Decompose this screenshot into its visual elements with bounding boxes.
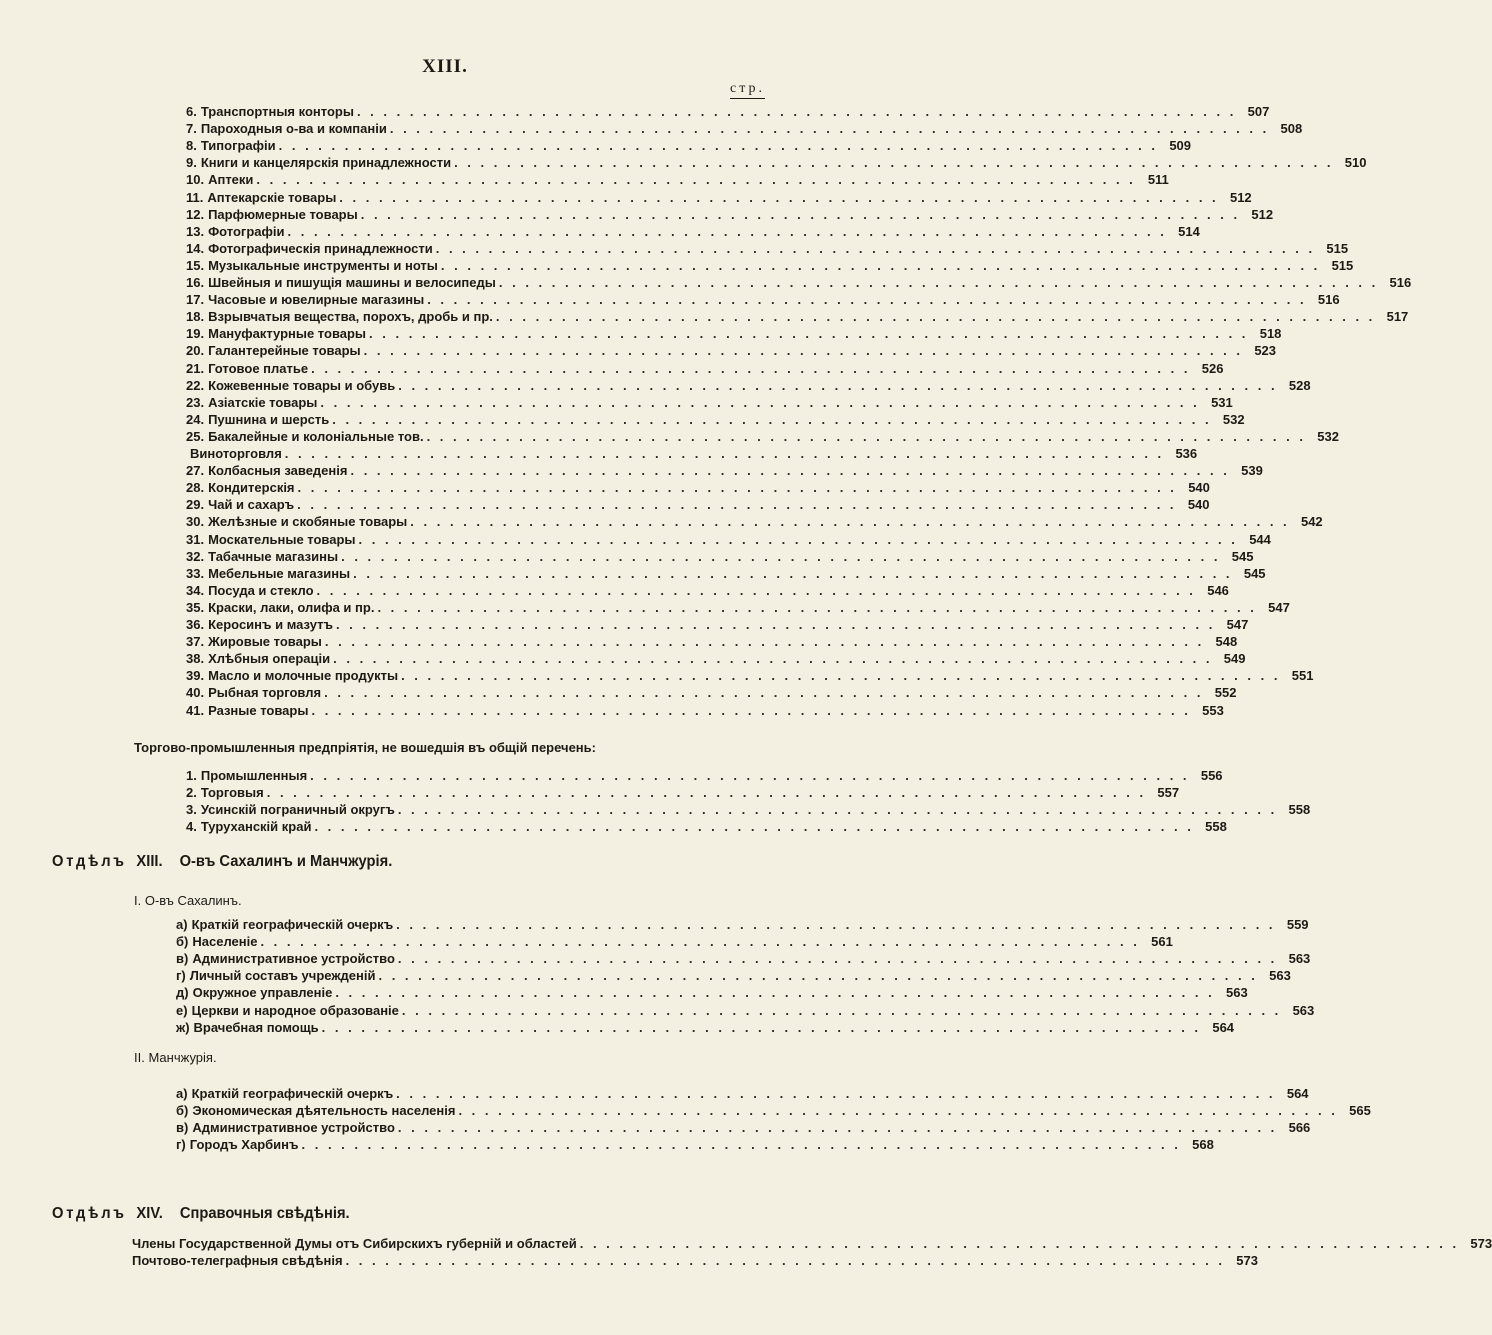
toc-entry-number: 4. bbox=[186, 819, 197, 835]
toc-entry-label: Типографіи bbox=[200, 138, 276, 154]
dot-leader: . . . . . . . . . . . . . . . . . . . . . . . . . . . . . . . . . . . . . . . . . . . . . . . . . . . . . . . . . . . . . . . . . . . bbox=[333, 651, 1213, 667]
toc-entry-page: 532 bbox=[1222, 411, 1245, 427]
toc-entry-page: 540 bbox=[1188, 480, 1210, 496]
toc-entry-number: 27. bbox=[186, 463, 205, 479]
toc-entry-label: Готовое платье bbox=[208, 360, 309, 376]
dot-leader: . . . . . . . . . . . . . . . . . . . . . . . . . . . . . . . . . . . . . . . . . . . . . . . . . . . . . . . . . . . . . . . . . . . bbox=[310, 768, 1190, 783]
toc-entry bbox=[186, 155, 1367, 171]
toc-entry-page: 563 bbox=[1288, 951, 1311, 967]
toc-entry bbox=[186, 802, 1311, 818]
dot-leader: . . . . . . . . . . . . . . . . . . . . . . . . . . . . . . . . . . . . . . . . . . . . . . . . . . . . . . . . . . . . . . . . . . . bbox=[398, 377, 1278, 393]
dot-leader: . . . . . . . . . . . . . . . . . . . . . . . . . . . . . . . . . . . . . . . . . . . . . . . . . . . . . . . . . . . . . . . . . . . bbox=[440, 257, 1321, 273]
toc-entry-label: Посуда и стекло bbox=[208, 582, 314, 598]
toc-entry-number: 19. bbox=[186, 326, 205, 342]
toc-entry-label: Табачные магазины bbox=[208, 548, 339, 564]
dot-leader: . . . . . . . . . . . . . . . . . . . . . . . . . . . . . . . . . . . . . . . . . . . . . . . . . . . . . . . . . . . . . . . . . . . bbox=[397, 802, 1278, 818]
toc-entry bbox=[186, 377, 1311, 394]
toc-entry bbox=[186, 275, 1412, 291]
toc-entry bbox=[186, 257, 1354, 274]
toc-entry-label: Члены Государственной Думы отъ Сибирскихъ губерній и областей bbox=[132, 1236, 577, 1251]
page-number: XIII. bbox=[422, 56, 468, 77]
toc-entry-page: 526 bbox=[1201, 360, 1224, 376]
not-included-heading: Торгово-промышленныя предпріятія, не вошедшія въ общій перечень: bbox=[134, 740, 596, 755]
toc-entry bbox=[186, 634, 1238, 650]
toc-entry-number: 18. bbox=[186, 309, 205, 325]
dot-leader: . . . . . . . . . . . . . . . . . . . . . . . . . . . . . . . . . . . . . . . . . . . . . . . . . . . . . . . . . . . . . . . . . . . bbox=[321, 1019, 1202, 1035]
toc-entry-label: Усинскій пограничный округъ bbox=[200, 802, 395, 818]
toc-entry-label: Аптекарскіе товары bbox=[207, 189, 337, 205]
toc-entry bbox=[186, 565, 1266, 582]
dot-leader: . . . . . . . . . . . . . . . . . . . . . . . . . . . . . . . . . . . . . . . . . . . . . . . . . . . . . . . . . . . . . . . . . . . bbox=[335, 617, 1216, 632]
toc-entry-number: 31. bbox=[186, 531, 205, 547]
toc-entry-label: Личный составъ учрежденій bbox=[189, 968, 376, 984]
toc-entry-label: Церкви и народное образованіе bbox=[191, 1002, 399, 1018]
toc-entry bbox=[186, 685, 1237, 701]
toc-entry bbox=[186, 819, 1227, 835]
dept-14-roman: XIV. bbox=[136, 1205, 163, 1222]
toc-entry bbox=[186, 240, 1349, 257]
dept-14-word: Отдѣлъ bbox=[52, 1205, 127, 1222]
dept-13-word: Отдѣлъ bbox=[52, 853, 127, 870]
toc-entry-page: 536 bbox=[1175, 446, 1198, 461]
dot-leader: . . . . . . . . . . . . . . . . . . . . . . . . . . . . . . . . . . . . . . . . . . . . . . . . . . . . . . . . . . . . . . . . . . . bbox=[256, 172, 1136, 188]
toc-entry-number: г) bbox=[176, 968, 186, 984]
toc-entry-number: 7. bbox=[186, 121, 197, 137]
dot-leader: . . . . . . . . . . . . . . . . . . . . . . . . . . . . . . . . . . . . . . . . . . . . . . . . . . . . . . . . . . . . . . . . . . . bbox=[297, 480, 1177, 496]
dept-14-title: Справочныя свѣдѣнія. bbox=[179, 1205, 350, 1222]
toc-entry-number: 16. bbox=[186, 275, 205, 290]
toc-entry-label: Окружное управленіе bbox=[192, 985, 333, 1001]
toc-entry bbox=[186, 326, 1282, 342]
dot-leader: . . . . . . . . . . . . . . . . . . . . . . . . . . . . . . . . . . . . . . . . . . . . . . . . . . . . . . . . . . . . . . . . . . . bbox=[297, 497, 1177, 513]
toc-entry-page: 511 bbox=[1147, 172, 1169, 188]
toc-entry bbox=[186, 189, 1252, 206]
dot-leader: . . . . . . . . . . . . . . . . . . . . . . . . . . . . . . . . . . . . . . . . . . . . . . . . . . . . . . . . . . . . . . . . . . . bbox=[396, 1086, 1276, 1101]
toc-entry-label: Населеніе bbox=[192, 934, 258, 950]
dot-leader: . . . . . . . . . . . . . . . . . . . . . . . . . . . . . . . . . . . . . . . . . . . . . . . . . . . . . . . . . . . . . . . . . . . bbox=[410, 514, 1290, 530]
toc-entry-label: Промышленныя bbox=[200, 768, 308, 783]
toc-entry-number: 34. bbox=[186, 582, 205, 598]
page-column-header: стр. bbox=[730, 81, 765, 99]
toc-entry-label: Транспортныя конторы bbox=[200, 104, 354, 119]
toc-entry bbox=[132, 1236, 1492, 1252]
dot-leader: . . . . . . . . . . . . . . . . . . . . . . . . . . . . . . . . . . . . . . . . . . . . . . . . . . . . . . . . . . . . . . . . . . . bbox=[301, 1137, 1181, 1153]
toc-entry-number: 30. bbox=[186, 514, 205, 530]
toc-entry-number: г) bbox=[176, 1137, 186, 1153]
toc-entry bbox=[186, 497, 1210, 513]
toc-entry-number: 8. bbox=[186, 138, 197, 154]
toc-entry bbox=[186, 138, 1192, 154]
dot-leader: . . . . . . . . . . . . . . . . . . . . . . . . . . . . . . . . . . . . . . . . . . . . . . . . . . . . . . . . . . . . . . . . . . . bbox=[353, 565, 1233, 581]
toc-entry-number: е) bbox=[176, 1002, 188, 1018]
toc-entry-number: а) bbox=[176, 917, 188, 932]
toc-entry-number: 6. bbox=[186, 104, 197, 119]
toc-entry-label: Торговыя bbox=[200, 785, 264, 801]
toc-entry-page: 556 bbox=[1200, 768, 1223, 783]
dot-leader: . . . . . . . . . . . . . . . . . . . . . . . . . . . . . . . . . . . . . . . . . . . . . . . . . . . . . . . . . . . . . . . . . . . bbox=[324, 685, 1204, 701]
dot-leader: . . . . . . . . . . . . . . . . . . . . . . . . . . . . . . . . . . . . . . . . . . . . . . . . . . . . . . . . . . . . . . . . . . . bbox=[495, 309, 1376, 325]
dot-leader: . . . . . . . . . . . . . . . . . . . . . . . . . . . . . . . . . . . . . . . . . . . . . . . . . . . . . . . . . . . . . . . . . . . bbox=[278, 138, 1159, 154]
toc-entry-label: Городъ Харбинъ bbox=[189, 1137, 299, 1153]
toc-entry-page: 559 bbox=[1286, 917, 1309, 932]
toc-entry bbox=[186, 343, 1277, 359]
toc-entry bbox=[176, 1120, 1311, 1136]
toc-entry-number: в) bbox=[176, 951, 189, 967]
toc-entry bbox=[186, 121, 1303, 137]
dot-leader: . . . . . . . . . . . . . . . . . . . . . . . . . . . . . . . . . . . . . . . . . . . . . . . . . . . . . . . . . . . . . . . . . . . bbox=[339, 189, 1219, 205]
toc-entry-page: 573 bbox=[1236, 1253, 1258, 1269]
toc-entry bbox=[186, 668, 1314, 684]
toc-entry-number: 36. bbox=[186, 617, 205, 632]
dot-leader: . . . . . . . . . . . . . . . . . . . . . . . . . . . . . . . . . . . . . . . . . . . . . . . . . . . . . . . . . . . . . . . . . . . bbox=[396, 917, 1276, 932]
toc-entry bbox=[176, 985, 1248, 1001]
toc-entry-number: ж) bbox=[176, 1019, 190, 1035]
toc-entry-label: Кожевенные товары и обувь bbox=[208, 377, 396, 393]
dot-leader: . . . . . . . . . . . . . . . . . . . . . . . . . . . . . . . . . . . . . . . . . . . . . . . . . . . . . . . . . . . . . . . . . . . bbox=[389, 121, 1270, 137]
toc-entry-number: 39. bbox=[186, 668, 205, 684]
toc-entry-page: 553 bbox=[1202, 702, 1224, 718]
toc-entry-number: 40. bbox=[186, 685, 205, 701]
toc-entry-label: Книги и канцелярскія принадлежности bbox=[200, 155, 452, 171]
toc-entry-page: 518 bbox=[1259, 326, 1282, 342]
toc-entry-page: 566 bbox=[1288, 1120, 1311, 1136]
toc-entry-page: 548 bbox=[1215, 634, 1238, 650]
toc-entry-page: 564 bbox=[1212, 1019, 1235, 1035]
dot-leader: . . . . . . . . . . . . . . . . . . . . . . . . . . . . . . . . . . . . . . . . . . . . . . . . . . . . . . . . . . . . . . . . . . . bbox=[401, 1002, 1282, 1018]
dot-leader: . . . . . . . . . . . . . . . . . . . . . . . . . . . . . . . . . . . . . . . . . . . . . . . . . . . . . . . . . . . . . . . . . . . bbox=[335, 985, 1215, 1001]
toc-entry bbox=[186, 446, 1198, 462]
dot-leader: . . . . . . . . . . . . . . . . . . . . . . . . . . . . . . . . . . . . . . . . . . . . . . . . . . . . . . . . . . . . . . . . . . . bbox=[266, 785, 1147, 801]
toc-entry-page: 563 bbox=[1225, 985, 1248, 1001]
dot-leader: . . . . . . . . . . . . . . . . . . . . . . . . . . . . . . . . . . . . . . . . . . . . . . . . . . . . . . . . . . . . . . . . . . . bbox=[458, 1103, 1338, 1119]
toc-entry-label: Административное устройство bbox=[192, 1120, 395, 1136]
toc-entry-label: Взрывчатыя вещества, порохъ, дробь и пр. bbox=[208, 309, 493, 325]
toc-entry-label: Мебельные магазины bbox=[208, 565, 351, 581]
toc-entry bbox=[186, 582, 1229, 599]
toc-entry-label: Галантерейные товары bbox=[208, 343, 361, 359]
toc-entry bbox=[186, 617, 1249, 633]
toc-entry-page: 509 bbox=[1169, 138, 1192, 154]
toc-entry-page: 516 bbox=[1389, 275, 1412, 290]
toc-entry-number: 23. bbox=[186, 394, 205, 410]
toc-entry-page: 552 bbox=[1214, 685, 1237, 701]
toc-entry-number: 35. bbox=[186, 599, 205, 615]
toc-entry-label: Почтово-телеграфныя свѣдѣнія bbox=[132, 1253, 343, 1269]
toc-entry-page: 512 bbox=[1229, 189, 1252, 205]
toc-entry-page: 558 bbox=[1288, 802, 1311, 818]
toc-entry-label: Административное устройство bbox=[192, 951, 395, 967]
toc-entry bbox=[186, 172, 1169, 188]
toc-entry-number: 9. bbox=[186, 155, 197, 171]
toc-entry bbox=[176, 1002, 1315, 1019]
toc-entry-label: Керосинъ и мазутъ bbox=[208, 617, 333, 632]
dot-leader: . . . . . . . . . . . . . . . . . . . . . . . . . . . . . . . . . . . . . . . . . . . . . . . . . . . . . . . . . . . . . . . . . . . bbox=[378, 968, 1258, 984]
toc-entry bbox=[186, 223, 1200, 240]
toc-entry-number: 20. bbox=[186, 343, 205, 359]
dept-13-roman: XIII. bbox=[136, 853, 163, 870]
dot-leader: . . . . . . . . . . . . . . . . . . . . . . . . . . . . . . . . . . . . . . . . . . . . . . . . . . . . . . . . . . . . . . . . . . . bbox=[360, 206, 1241, 222]
toc-entry-label: Разные товары bbox=[208, 702, 309, 718]
dot-leader: . . . . . . . . . . . . . . . . . . . . . . . . . . . . . . . . . . . . . . . . . . . . . . . . . . . . . . . . . . . . . . . . . . . bbox=[324, 634, 1205, 650]
toc-entry-number: 10. bbox=[186, 172, 205, 188]
toc-entry-label: Врачебная помощь bbox=[193, 1019, 319, 1035]
sakhalin-heading: I. О-въ Сахалинъ. bbox=[134, 893, 242, 908]
toc-entry bbox=[186, 702, 1224, 719]
toc-entry-number: б) bbox=[176, 1103, 189, 1119]
toc-entry-page: 512 bbox=[1251, 206, 1274, 222]
toc-entry-number: 38. bbox=[186, 651, 205, 667]
toc-entry bbox=[186, 411, 1245, 428]
toc-entry bbox=[186, 104, 1270, 120]
toc-entry bbox=[132, 1253, 1258, 1269]
toc-entry-label: Фотографическія принадлежности bbox=[208, 240, 433, 256]
dot-leader: . . . . . . . . . . . . . . . . . . . . . . . . . . . . . . . . . . . . . . . . . . . . . . . . . . . . . . . . . . . . . . . . . . . bbox=[332, 411, 1212, 427]
toc-entry-page: 545 bbox=[1231, 548, 1254, 564]
toc-entry-number: а) bbox=[176, 1086, 188, 1101]
dot-leader: . . . . . . . . . . . . . . . . . . . . . . . . . . . . . . . . . . . . . . . . . . . . . . . . . . . . . . . . . . . . . . . . . . . bbox=[435, 240, 1316, 256]
toc-entry-number: д) bbox=[176, 985, 189, 1001]
toc-entry-label: Бакалейные и колоніальные тов. bbox=[208, 428, 424, 444]
dot-leader: . . . . . . . . . . . . . . . . . . . . . . . . . . . . . . . . . . . . . . . . . . . . . . . . . . . . . . . . . . . . . . . . . . . bbox=[427, 292, 1307, 308]
toc-entry-label: Пароходныя о-ва и компаніи bbox=[200, 121, 387, 137]
dept-13-title: О-въ Сахалинъ и Манчжурія. bbox=[179, 853, 393, 870]
toc-entry bbox=[186, 768, 1223, 784]
toc-entry bbox=[176, 917, 1309, 933]
toc-entry-number: 13. bbox=[186, 223, 205, 239]
toc-entry-label: Краткій географическій очеркъ bbox=[191, 917, 394, 932]
toc-entry-label: Парфюмерные товары bbox=[208, 206, 358, 222]
toc-entry bbox=[186, 531, 1271, 548]
toc-entry bbox=[186, 394, 1233, 411]
dot-leader: . . . . . . . . . . . . . . . . . . . . . . . . . . . . . . . . . . . . . . . . . . . . . . . . . . . . . . . . . . . . . . . . . . . bbox=[363, 343, 1244, 359]
toc-entry bbox=[186, 548, 1254, 565]
toc-entry-label: Мануфактурные товары bbox=[208, 326, 367, 342]
dept-13-heading bbox=[52, 853, 392, 871]
toc-entry-number: 33. bbox=[186, 565, 205, 581]
dot-leader: . . . . . . . . . . . . . . . . . . . . . . . . . . . . . . . . . . . . . . . . . . . . . . . . . . . . . . . . . . . . . . . . . . . bbox=[311, 702, 1191, 718]
dot-leader: . . . . . . . . . . . . . . . . . . . . . . . . . . . . . . . . . . . . . . . . . . . . . . . . . . . . . . . . . . . . . . . . . . . bbox=[316, 582, 1196, 598]
toc-entry bbox=[186, 428, 1339, 445]
toc-entry-number: 29. bbox=[186, 497, 205, 513]
toc-entry-number: 32. bbox=[186, 548, 205, 564]
toc-entry-label: Часовые и ювелирные магазины bbox=[208, 292, 425, 308]
toc-entry-page: 568 bbox=[1192, 1137, 1214, 1153]
toc-entry-label: Чай и сахаръ bbox=[208, 497, 295, 513]
toc-entry-label: Желѣзные и скобяные товары bbox=[208, 514, 408, 530]
toc-entry-page: 563 bbox=[1292, 1002, 1315, 1018]
toc-entry bbox=[176, 951, 1311, 967]
toc-entry bbox=[186, 599, 1290, 616]
toc-entry bbox=[176, 1086, 1309, 1102]
toc-entry-page: 558 bbox=[1205, 819, 1227, 835]
dot-leader: . . . . . . . . . . . . . . . . . . . . . . . . . . . . . . . . . . . . . . . . . . . . . . . . . . . . . . . . . . . . . . . . . . . bbox=[260, 934, 1140, 950]
toc-entry-page: 540 bbox=[1187, 497, 1210, 513]
toc-entry-page: 545 bbox=[1243, 565, 1266, 581]
toc-entry-page: 563 bbox=[1269, 968, 1291, 984]
toc-entry bbox=[186, 785, 1180, 801]
toc-entry-number: 1. bbox=[186, 768, 197, 783]
toc-entry-number: б) bbox=[176, 934, 189, 950]
toc-entry-label: Фотографіи bbox=[208, 223, 285, 239]
dot-leader: . . . . . . . . . . . . . . . . . . . . . . . . . . . . . . . . . . . . . . . . . . . . . . . . . . . . . . . . . . . . . . . . . . . bbox=[314, 819, 1194, 835]
toc-entry-page: 539 bbox=[1241, 463, 1263, 479]
toc-entry bbox=[176, 968, 1291, 984]
toc-entry bbox=[186, 651, 1246, 667]
toc-entry-label: Хлѣбныя операціи bbox=[208, 651, 331, 667]
toc-entry-label: Швейныя и пишущія машины и велосипеды bbox=[208, 275, 496, 290]
toc-entry-label: Азіатскіе товары bbox=[208, 394, 318, 410]
toc-entry bbox=[176, 934, 1173, 950]
toc-entry-label: Краски, лаки, олифа и пр. bbox=[208, 599, 375, 615]
dot-leader: . . . . . . . . . . . . . . . . . . . . . . . . . . . . . . . . . . . . . . . . . . . . . . . . . . . . . . . . . . . . . . . . . . . bbox=[498, 275, 1379, 290]
toc-entry-page: 510 bbox=[1344, 155, 1367, 171]
dot-leader: . . . . . . . . . . . . . . . . . . . . . . . . . . . . . . . . . . . . . . . . . . . . . . . . . . . . . . . . . . . . . . . . . . . bbox=[397, 951, 1278, 967]
toc-entry bbox=[186, 514, 1323, 530]
toc-entry-page: 523 bbox=[1254, 343, 1277, 359]
toc-entry-page: 547 bbox=[1226, 617, 1249, 632]
toc-entry-number: 21. bbox=[186, 360, 205, 376]
toc-entry-page: 507 bbox=[1247, 104, 1270, 119]
dot-leader: . . . . . . . . . . . . . . . . . . . . . . . . . . . . . . . . . . . . . . . . . . . . . . . . . . . . . . . . . . . . . . . . . . . bbox=[426, 428, 1306, 444]
dot-leader: . . . . . . . . . . . . . . . . . . . . . . . . . . . . . . . . . . . . . . . . . . . . . . . . . . . . . . . . . . . . . . . . . . . bbox=[341, 548, 1221, 564]
toc-entry-label: Музыкальные инструменты и ноты bbox=[208, 257, 438, 273]
dot-leader: . . . . . . . . . . . . . . . . . . . . . . . . . . . . . . . . . . . . . . . . . . . . . . . . . . . . . . . . . . . . . . . . . . . bbox=[345, 1253, 1225, 1269]
toc-entry-page: 515 bbox=[1331, 257, 1354, 273]
toc-entry-label: Рыбная торговля bbox=[208, 685, 322, 701]
toc-entry-number: 15. bbox=[186, 257, 205, 273]
dot-leader: . . . . . . . . . . . . . . . . . . . . . . . . . . . . . . . . . . . . . . . . . . . . . . . . . . . . . . . . . . . . . . . . . . . bbox=[284, 446, 1165, 461]
toc-entry bbox=[186, 360, 1224, 377]
toc-entry-number: 3. bbox=[186, 802, 197, 818]
dot-leader: . . . . . . . . . . . . . . . . . . . . . . . . . . . . . . . . . . . . . . . . . . . . . . . . . . . . . . . . . . . . . . . . . . . bbox=[579, 1236, 1460, 1251]
toc-entry-page: 557 bbox=[1157, 785, 1180, 801]
toc-entry-label: Пушнина и шерсть bbox=[208, 411, 330, 427]
toc-entry-label: Экономическая дѣятельность населенія bbox=[192, 1103, 456, 1119]
toc-entry bbox=[176, 1137, 1214, 1153]
toc-entry bbox=[176, 1019, 1235, 1036]
toc-entry-number: 28. bbox=[186, 480, 205, 496]
toc-entry bbox=[186, 309, 1409, 325]
toc-entry-page: 531 bbox=[1211, 394, 1233, 410]
toc-entry-number: 2. bbox=[186, 785, 197, 801]
toc-entry-label: Туруханскій край bbox=[200, 819, 312, 835]
toc-entry-number: 22. bbox=[186, 377, 205, 393]
dot-leader: . . . . . . . . . . . . . . . . . . . . . . . . . . . . . . . . . . . . . . . . . . . . . . . . . . . . . . . . . . . . . . . . . . . bbox=[377, 599, 1257, 615]
toc-entry-page: 551 bbox=[1291, 668, 1314, 684]
toc-entry-number: 41. bbox=[186, 702, 205, 718]
toc-entry-page: 547 bbox=[1268, 599, 1290, 615]
toc-entry-label: Аптеки bbox=[208, 172, 254, 188]
toc-entry-page: 508 bbox=[1280, 121, 1303, 137]
toc-entry-label: Краткій географическій очеркъ bbox=[191, 1086, 394, 1101]
toc-entry-number: 24. bbox=[186, 411, 205, 427]
dot-leader: . . . . . . . . . . . . . . . . . . . . . . . . . . . . . . . . . . . . . . . . . . . . . . . . . . . . . . . . . . . . . . . . . . . bbox=[454, 155, 1334, 171]
toc-entry bbox=[176, 1103, 1371, 1119]
toc-entry-number: 37. bbox=[186, 634, 205, 650]
toc-entry-page: 573 bbox=[1470, 1236, 1492, 1251]
toc-entry-label: Жировые товары bbox=[208, 634, 322, 650]
toc-entry-page: 564 bbox=[1286, 1086, 1309, 1101]
toc-entry-number: в) bbox=[176, 1120, 189, 1136]
manchuria-heading: II. Манчжурія. bbox=[134, 1050, 217, 1065]
toc-entry-label: Москательные товары bbox=[208, 531, 356, 547]
toc-entry-number: 17. bbox=[186, 292, 205, 308]
toc-entry-page: 546 bbox=[1207, 582, 1229, 598]
toc-entry-page: 528 bbox=[1288, 377, 1311, 393]
toc-entry bbox=[186, 206, 1274, 223]
toc-entry-page: 516 bbox=[1317, 292, 1340, 308]
toc-entry-label: Колбасныя заведенія bbox=[208, 463, 348, 479]
dot-leader: . . . . . . . . . . . . . . . . . . . . . . . . . . . . . . . . . . . . . . . . . . . . . . . . . . . . . . . . . . . . . . . . . . . bbox=[369, 326, 1249, 342]
toc-entry-page: 542 bbox=[1300, 514, 1323, 530]
dot-leader: . . . . . . . . . . . . . . . . . . . . . . . . . . . . . . . . . . . . . . . . . . . . . . . . . . . . . . . . . . . . . . . . . . . bbox=[358, 531, 1238, 547]
toc-entry-page: 565 bbox=[1349, 1103, 1371, 1119]
toc-entry-label: Кондитерскія bbox=[208, 480, 295, 496]
toc-entry bbox=[186, 463, 1263, 479]
dot-leader: . . . . . . . . . . . . . . . . . . . . . . . . . . . . . . . . . . . . . . . . . . . . . . . . . . . . . . . . . . . . . . . . . . . bbox=[397, 1120, 1278, 1136]
toc-entry-number: 25. bbox=[186, 428, 205, 444]
toc-entry-page: 544 bbox=[1249, 531, 1271, 547]
toc-entry-number: 14. bbox=[186, 240, 205, 256]
toc-entry bbox=[186, 480, 1210, 496]
dot-leader: . . . . . . . . . . . . . . . . . . . . . . . . . . . . . . . . . . . . . . . . . . . . . . . . . . . . . . . . . . . . . . . . . . . bbox=[287, 223, 1167, 239]
toc-entry-page: 561 bbox=[1151, 934, 1173, 950]
dot-leader: . . . . . . . . . . . . . . . . . . . . . . . . . . . . . . . . . . . . . . . . . . . . . . . . . . . . . . . . . . . . . . . . . . . bbox=[320, 394, 1200, 410]
toc-entry-label: Масло и молочные продукты bbox=[208, 668, 399, 684]
toc-entry-number: 11. bbox=[186, 189, 204, 205]
toc-entry-page: 514 bbox=[1178, 223, 1200, 239]
toc-entry-page: 532 bbox=[1317, 428, 1339, 444]
toc-entry bbox=[186, 292, 1340, 308]
dept-14-heading bbox=[52, 1205, 350, 1223]
dot-leader: . . . . . . . . . . . . . . . . . . . . . . . . . . . . . . . . . . . . . . . . . . . . . . . . . . . . . . . . . . . . . . . . . . . bbox=[401, 668, 1281, 684]
dot-leader: . . . . . . . . . . . . . . . . . . . . . . . . . . . . . . . . . . . . . . . . . . . . . . . . . . . . . . . . . . . . . . . . . . . bbox=[350, 463, 1230, 479]
dot-leader: . . . . . . . . . . . . . . . . . . . . . . . . . . . . . . . . . . . . . . . . . . . . . . . . . . . . . . . . . . . . . . . . . . . bbox=[311, 360, 1191, 376]
dot-leader: . . . . . . . . . . . . . . . . . . . . . . . . . . . . . . . . . . . . . . . . . . . . . . . . . . . . . . . . . . . . . . . . . . . bbox=[356, 104, 1237, 119]
toc-entry-label: Виноторговля bbox=[190, 446, 282, 461]
toc-entry-page: 549 bbox=[1223, 651, 1246, 667]
toc-entry-page: 515 bbox=[1326, 240, 1349, 256]
toc-entry-page: 517 bbox=[1386, 309, 1409, 325]
toc-entry-number: 12. bbox=[186, 206, 205, 222]
